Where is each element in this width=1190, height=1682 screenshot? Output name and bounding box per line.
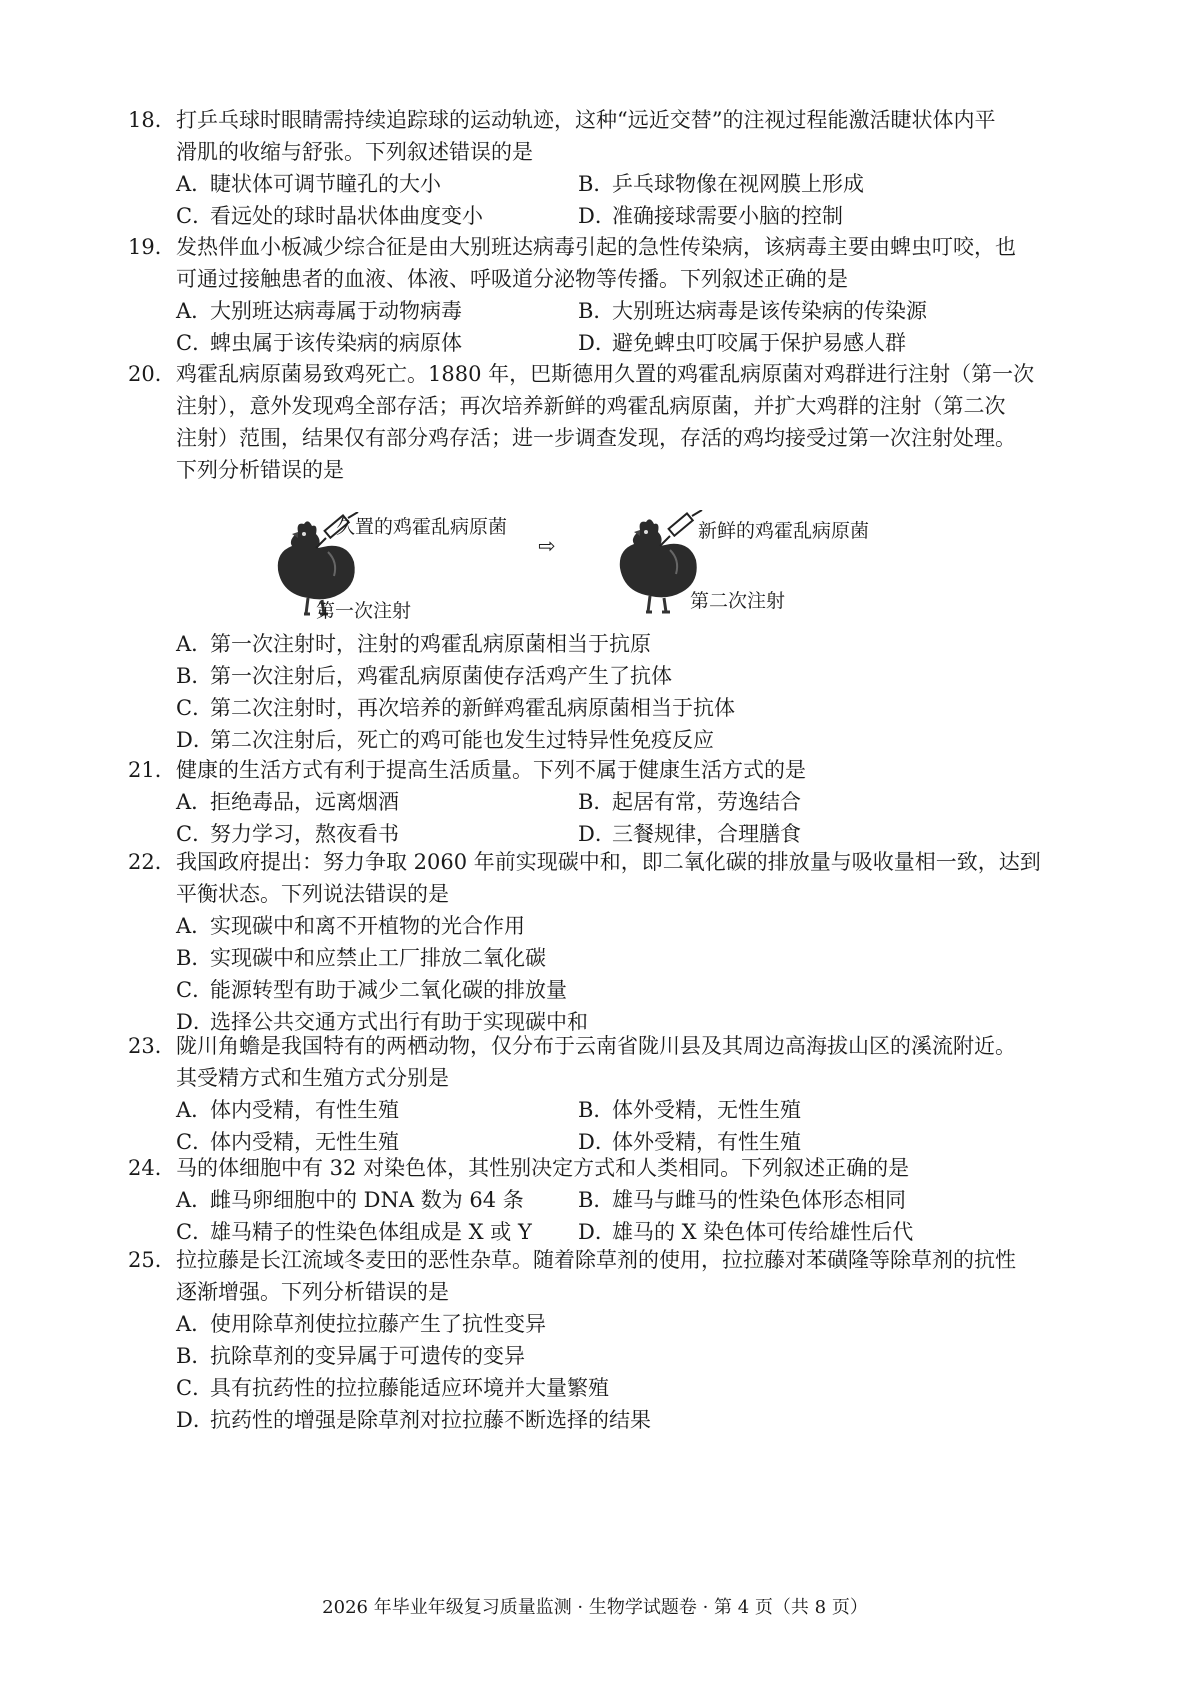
options-grid <box>128 1184 1058 1248</box>
question-19 <box>128 231 1058 359</box>
option-a <box>176 295 578 327</box>
question-number: 24． <box>128 1156 176 1180</box>
option-text: 雄马精子的性染色体组成是 X 或 Y <box>210 1220 532 1244</box>
options-grid <box>128 295 1058 359</box>
option-letter: A． <box>176 1098 213 1122</box>
question-stem-line: 注射）范围，结果仅有部分鸡存活；进一步调查发现，存活的鸡均接受过第一次注射处理。 <box>176 426 1016 450</box>
second-injection-caption: 第二次注射 <box>690 590 786 612</box>
second-bacteria-label: 新鲜的鸡霍乱病原菌 <box>698 520 870 542</box>
first-bacteria-label: 久置的鸡霍乱病原菌 <box>336 516 508 538</box>
option-b <box>578 1184 980 1216</box>
question-18 <box>128 104 1058 232</box>
option-d <box>176 1404 1058 1436</box>
option-b <box>176 1340 1058 1372</box>
option-text: 体内受精，有性生殖 <box>210 1098 399 1122</box>
question-23 <box>128 1030 1058 1158</box>
question-stem-line: 可通过接触患者的血液、体液、呼吸道分泌物等传播。下列叙述正确的是 <box>176 267 848 291</box>
option-letter: C． <box>176 696 214 720</box>
option-text: 雄马的 X 染色体可传给雄性后代 <box>612 1220 914 1244</box>
question-stem-line: 下列分析错误的是 <box>176 458 344 482</box>
options-grid <box>128 1094 1058 1158</box>
option-text: 抗药性的增强是除草剂对拉拉藤不断选择的结果 <box>210 1408 651 1432</box>
option-b <box>578 295 980 327</box>
question-stem-line: 拉拉藤是长江流域冬麦田的恶性杂草。随着除草剂的使用，拉拉藤对苯磺隆等除草剂的抗性 <box>176 1248 1016 1272</box>
option-text: 具有抗药性的拉拉藤能适应环境并大量繁殖 <box>210 1376 609 1400</box>
arrow-icon: ⇨ <box>538 528 555 561</box>
question-22 <box>128 846 1058 1038</box>
question-stem-line: 鸡霍乱病原菌易致鸡死亡。1880 年，巴斯德用久置的鸡霍乱病原菌对鸡群进行注射（第一次 <box>176 362 1035 386</box>
option-a <box>176 1308 1058 1340</box>
option-text: 体外受精，有性生殖 <box>612 1130 801 1154</box>
question-number: 23． <box>128 1034 176 1058</box>
option-letter: C． <box>176 1220 214 1244</box>
option-letter: D． <box>578 1130 616 1154</box>
option-c <box>176 974 1058 1006</box>
option-letter: B． <box>578 1188 615 1212</box>
option-text: 努力学习，熬夜看书 <box>210 822 399 846</box>
option-text: 第一次注射时，注射的鸡霍乱病原菌相当于抗原 <box>210 632 651 656</box>
option-a <box>176 628 1058 660</box>
question-stem-line: 滑肌的收缩与舒张。下列叙述错误的是 <box>176 140 533 164</box>
question-number: 18． <box>128 108 176 132</box>
option-c <box>176 1372 1058 1404</box>
option-text: 避免蜱虫叮咬属于保护易感人群 <box>612 331 906 355</box>
options-list <box>128 1308 1058 1436</box>
option-d <box>176 724 1058 756</box>
option-b <box>176 942 1058 974</box>
option-a <box>176 168 578 200</box>
option-a <box>176 910 1058 942</box>
option-c <box>176 200 578 232</box>
option-letter: C． <box>176 978 214 1002</box>
option-b <box>578 786 980 818</box>
question-stem-line: 其受精方式和生殖方式分别是 <box>176 1066 449 1090</box>
question-stem-line: 打乒乓球时眼睛需持续追踪球的运动轨迹，这种“远近交替”的注视过程能激活睫状体内平 <box>176 108 996 132</box>
option-text: 三餐规律，合理膳食 <box>612 822 801 846</box>
option-text: 大别班达病毒是该传染病的传染源 <box>612 299 927 323</box>
option-letter: D． <box>578 822 616 846</box>
option-text: 睫状体可调节瞳孔的大小 <box>210 172 441 196</box>
option-text: 体内受精，无性生殖 <box>210 1130 399 1154</box>
question-24 <box>128 1152 1058 1248</box>
options-grid <box>128 168 1058 232</box>
option-letter: A． <box>176 914 213 938</box>
question-stem-line: 注射），意外发现鸡全部存活；再次培养新鲜的鸡霍乱病原菌，并扩大鸡群的注射（第二次 <box>176 394 1006 418</box>
question-stem-line: 陇川角蟾是我国特有的两栖动物，仅分布于云南省陇川县及其周边高海拔山区的溪流附近。 <box>176 1034 1016 1058</box>
option-letter: B． <box>578 172 615 196</box>
options-grid <box>128 786 1058 850</box>
option-text: 选择公共交通方式出行有助于实现碳中和 <box>210 1010 588 1034</box>
option-text: 实现碳中和应禁止工厂排放二氧化碳 <box>210 946 546 970</box>
option-letter: B． <box>578 299 615 323</box>
option-letter: D． <box>176 1408 214 1432</box>
option-letter: B． <box>176 664 213 688</box>
option-letter: A． <box>176 299 213 323</box>
question-number: 20． <box>128 362 176 386</box>
option-text: 雄马与雌马的性染色体形态相同 <box>612 1188 906 1212</box>
question-20-stem <box>128 358 1058 486</box>
option-d <box>578 327 980 359</box>
question-stem-line: 平衡状态。下列说法错误的是 <box>176 882 449 906</box>
option-text: 蜱虫属于该传染病的病原体 <box>210 331 462 355</box>
option-a <box>176 1094 578 1126</box>
option-a <box>176 786 578 818</box>
option-letter: D． <box>176 728 214 752</box>
question-number: 22． <box>128 850 176 874</box>
option-c <box>176 327 578 359</box>
option-letter: B． <box>578 790 615 814</box>
option-letter: C． <box>176 204 214 228</box>
option-text: 体外受精，无性生殖 <box>612 1098 801 1122</box>
option-text: 起居有常，劳逸结合 <box>612 790 801 814</box>
option-text: 乒乓球物像在视网膜上形成 <box>612 172 864 196</box>
option-b <box>578 1094 980 1126</box>
option-letter: C． <box>176 1130 214 1154</box>
first-injection-caption: 第一次注射 <box>316 600 412 622</box>
question-number: 19． <box>128 235 176 259</box>
option-letter: A． <box>176 1188 213 1212</box>
question-stem-line: 健康的生活方式有利于提高生活质量。下列不属于健康生活方式的是 <box>176 758 806 782</box>
option-b <box>578 168 980 200</box>
option-text: 第二次注射后，死亡的鸡可能也发生过特异性免疫反应 <box>210 728 714 752</box>
question-25 <box>128 1244 1058 1436</box>
option-letter: A． <box>176 790 213 814</box>
option-b <box>176 660 1058 692</box>
page-footer: 2026 年毕业年级复习质量监测 · 生物学试题卷 · 第 4 页（共 8 页） <box>322 1597 868 1618</box>
option-text: 大别班达病毒属于动物病毒 <box>210 299 462 323</box>
question-stem-line: 我国政府提出：努力争取 2060 年前实现碳中和，即二氧化碳的排放量与吸收量相一致，达到 <box>176 850 1041 874</box>
option-text: 第二次注射时，再次培养的新鲜鸡霍乱病原菌相当于抗体 <box>210 696 735 720</box>
option-letter: D． <box>176 1010 214 1034</box>
option-text: 准确接球需要小脑的控制 <box>612 204 843 228</box>
question-number: 25． <box>128 1248 176 1272</box>
question-stem-line: 逐渐增强。下列分析错误的是 <box>176 1280 449 1304</box>
option-letter: A． <box>176 172 213 196</box>
option-text: 看远处的球时晶状体曲度变小 <box>210 204 483 228</box>
question-stem-line: 马的体细胞中有 32 对染色体，其性别决定方式和人类相同。下列叙述正确的是 <box>176 1156 910 1180</box>
question-21 <box>128 754 1058 850</box>
option-letter: A． <box>176 1312 213 1336</box>
option-letter: C． <box>176 1376 214 1400</box>
option-text: 第一次注射后，鸡霍乱病原菌使存活鸡产生了抗体 <box>210 664 672 688</box>
option-text: 雌马卵细胞中的 DNA 数为 64 条 <box>210 1188 524 1212</box>
option-letter: D． <box>578 204 616 228</box>
option-text: 使用除草剂使拉拉藤产生了抗性变异 <box>210 1312 546 1336</box>
question-20-options <box>128 628 1058 756</box>
option-text: 实现碳中和离不开植物的光合作用 <box>210 914 525 938</box>
question-number: 21． <box>128 758 176 782</box>
options-list <box>128 628 1058 756</box>
option-letter: B． <box>176 1344 213 1368</box>
option-letter: C． <box>176 331 214 355</box>
option-c <box>176 692 1058 724</box>
option-text: 抗除草剂的变异属于可遗传的变异 <box>210 1344 525 1368</box>
option-letter: D． <box>578 331 616 355</box>
options-list <box>128 910 1058 1038</box>
option-letter: B． <box>176 946 213 970</box>
option-text: 能源转型有助于减少二氧化碳的排放量 <box>210 978 567 1002</box>
option-letter: B． <box>578 1098 615 1122</box>
question-stem-line: 发热伴血小板减少综合征是由大别班达病毒引起的急性传染病，该病毒主要由蜱虫叮咬，也 <box>176 235 1016 259</box>
option-letter: C． <box>176 822 214 846</box>
option-a <box>176 1184 578 1216</box>
option-text: 拒绝毒品，远离烟酒 <box>210 790 399 814</box>
option-d <box>578 200 980 232</box>
option-letter: D． <box>578 1220 616 1244</box>
option-letter: A． <box>176 632 213 656</box>
